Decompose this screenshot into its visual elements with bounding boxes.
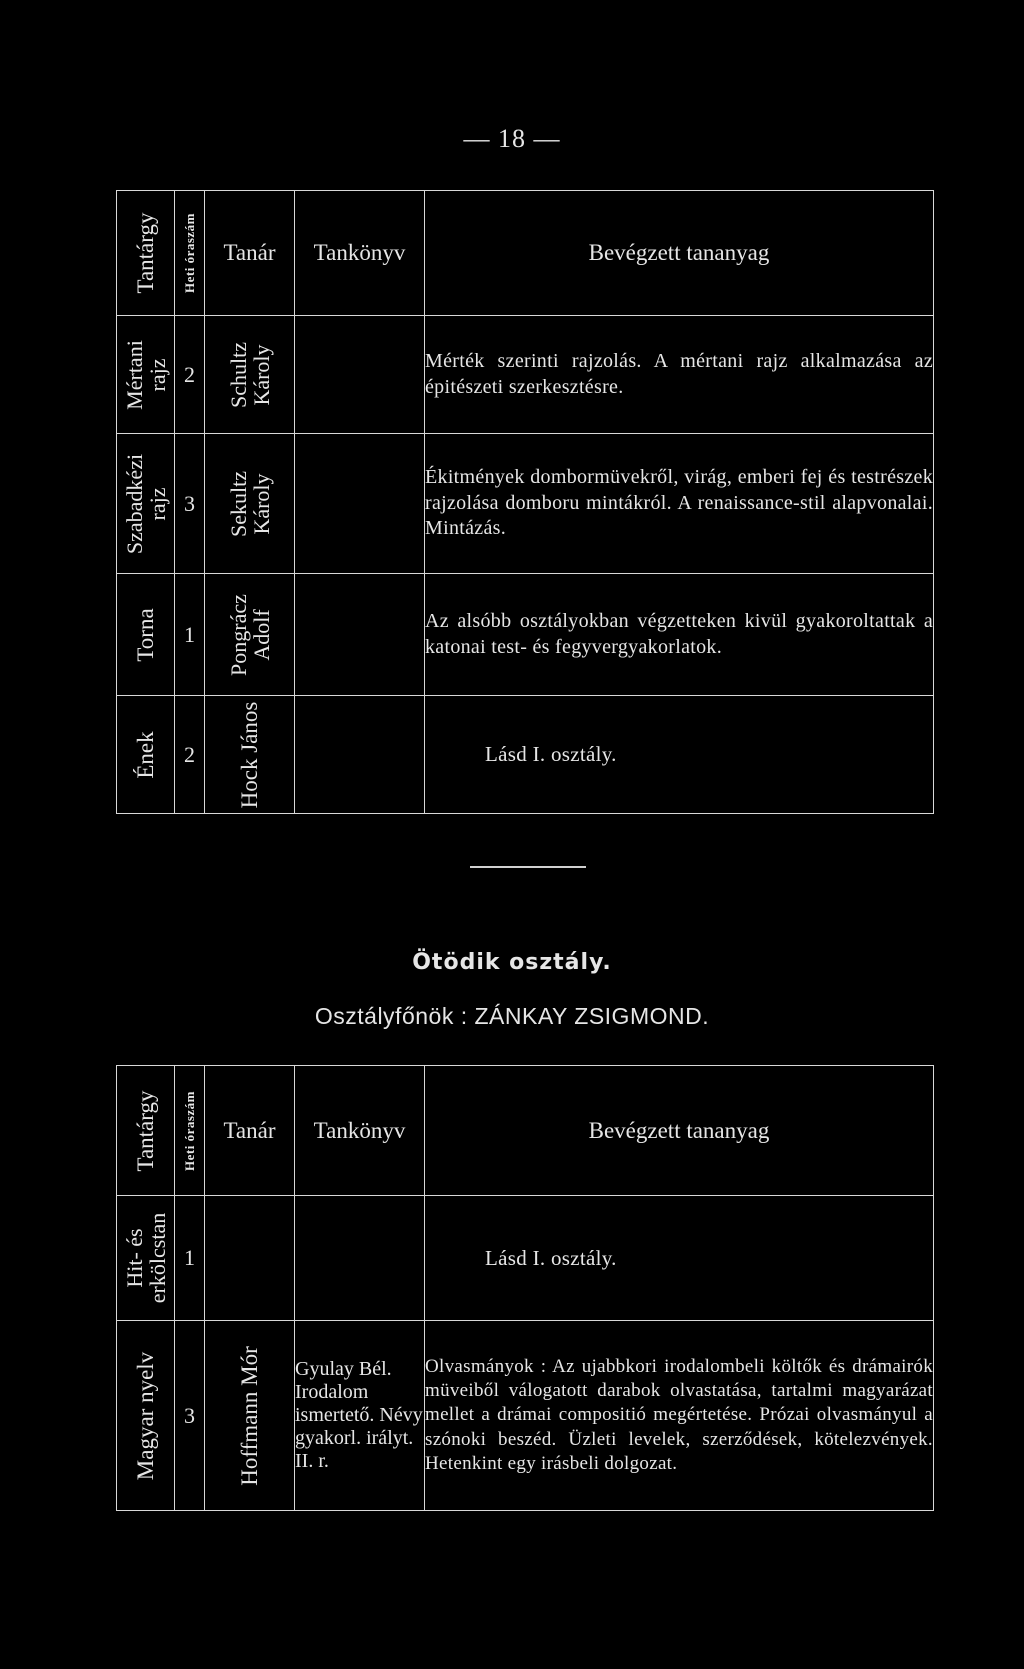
table-row [117,574,934,696]
teacher-cell: Hoffmann Mór [236,1345,262,1486]
header-completed: Bevégzett tananyag [425,1066,934,1196]
header-teacher: Tanár [205,1066,295,1196]
completed-cell: Az alsóbb osztályokban végzetteken kivül gyakoroltattak a katonai test- és fegyvergyakorlatok. [425,574,934,696]
section-divider [470,866,586,868]
subject-cell: Szabadkézi rajz [121,453,170,554]
schedule-table-2 [116,1065,934,1511]
teacher-cell: Sekultz Károly [225,470,274,537]
textbook-cell [295,1196,425,1321]
table-row [117,696,934,814]
hours-cell: 3 [175,434,205,574]
table-row [117,316,934,434]
subject-cell: Hit- és erkölcstan [121,1212,170,1304]
table-row [117,434,934,574]
section-subtitle: Osztályfőnök : ZÁNKAY ZSIGMOND. [314,1003,710,1029]
subject-cell: Magyar nyelv [132,1351,158,1480]
completed-cell: Ékitmények dombormüvekről, virág, emberi fej és testrészek rajzolása domboru mintákról. A renaissance-stil alapvonalai. Mintázás. [425,434,934,574]
completed-cell: Lásd I. osztály. [425,696,934,814]
subject-cell: Mértani rajz [121,339,170,410]
subject-cell: Ének [132,730,158,779]
textbook-cell [295,574,425,696]
table-header-row [117,191,934,316]
hours-cell: 2 [175,696,205,814]
hours-cell: 1 [175,574,205,696]
header-subject: Tantárgy [132,1090,158,1171]
textbook-cell: Gyulay Bél. Irodalom ismertető. Névy gyakorl. irályt. II. r. [295,1321,425,1511]
header-teacher: Tanár [205,191,295,316]
hours-cell: 3 [175,1321,205,1511]
teacher-cell: Hock János [236,701,262,808]
textbook-cell [295,316,425,434]
subject-cell: Torna [132,607,158,662]
hours-cell: 2 [175,316,205,434]
header-completed: Bevégzett tananyag [425,191,934,316]
header-textbook: Tankönyv [295,191,425,316]
header-hours: Heti óraszám [181,212,197,294]
completed-cell: Olvasmányok : Az ujabbkori irodalombeli költők és drámairók müveiből válogatott darabok olvastatása, tartalmi magyarázat mellet a drámai compositió megértetése. Prózai olvasmányul a szónoki beszéd. Üzleti levelek, szerződések, kötelezvények. Hetenkint egy irásbeli dolgozat. [425,1321,934,1511]
teacher-cell: Pongrácz Adolf [225,593,274,676]
teacher-cell: Schultz Károly [225,341,274,408]
teacher-cell [205,1196,295,1321]
table-row [117,1196,934,1321]
section-title: Ötödik osztály. [412,950,612,975]
completed-cell: Mérték szerinti rajzolás. A mértani rajz alkalmazása az épitészeti szerkesztésre. [425,316,934,434]
header-subject: Tantárgy [132,212,158,294]
table-header-row [117,1066,934,1196]
textbook-cell [295,696,425,814]
textbook-cell [295,434,425,574]
schedule-table-1 [116,190,934,814]
completed-cell: Lásd I. osztály. [425,1196,934,1321]
hours-cell: 1 [175,1196,205,1321]
header-textbook: Tankönyv [295,1066,425,1196]
page-number: — 18 — [463,124,561,153]
table-row [117,1321,934,1511]
header-hours: Heti óraszám [181,1090,197,1171]
